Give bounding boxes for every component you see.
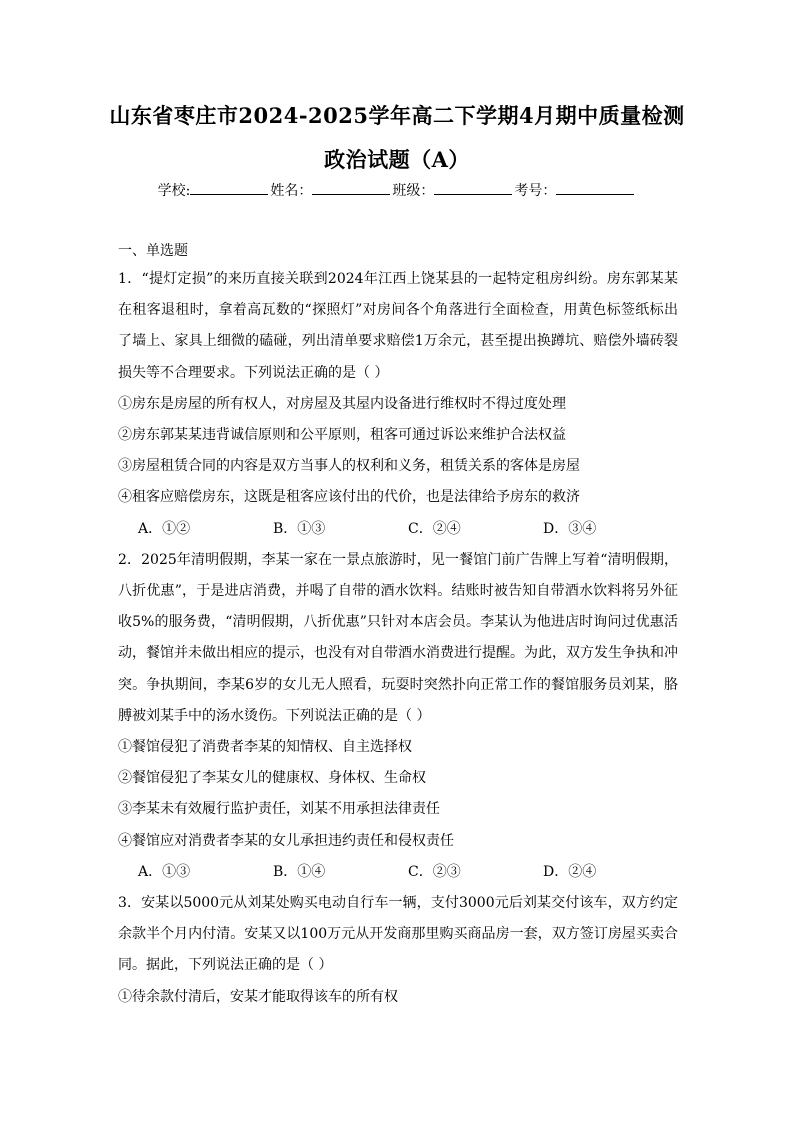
question-option: ②房东郭某某违背诚信原则和公平原则，租客可通过诉讼来维护合法权益 <box>118 427 566 444</box>
answer-choices <box>118 514 678 545</box>
choice-b: B．①④ <box>273 863 326 880</box>
question-option: ④租客应赔偿房东，这既是租客应该付出的代价，也是法律给予房东的救济 <box>118 489 580 506</box>
question-option: ①房东是房屋的所有权人，对房屋及其屋内设备进行维权时不得过度处理 <box>118 395 566 412</box>
question-option: ①餐馆侵犯了消费者李某的知情权、自主选择权 <box>118 739 412 756</box>
choice-d: D．③④ <box>543 520 597 537</box>
exam-no-label: 考号： <box>514 183 557 199</box>
class-label: 班级： <box>392 183 435 199</box>
question-option: ③房屋租赁合同的内容是双方当事人的权利和义务，租赁关系的客体是房屋 <box>118 458 580 475</box>
question-1 <box>118 264 678 545</box>
school-label: 学校: <box>157 183 191 199</box>
exam-content <box>118 238 678 1013</box>
choice-a: A．①② <box>138 520 191 537</box>
question-stem: 1．“提灯定损”的来历直接关联到2024年江西上饶某县的一起特定租房纠纷。房东郭某某在租客退租时，拿着高瓦数的“探照灯”对房间各个角落进行全面检查，用黄色标签纸标出了墙上、家具上细微的磕碰，列出清单要求赔偿1万余元，甚至提出换蹲坑、赔偿外墙砖裂损失等不合理要求。下列说法正确的是（ ） <box>118 271 678 381</box>
section-heading: 一、单选题 <box>118 243 188 259</box>
school-blank <box>190 182 268 195</box>
question-option: ③李某未有效履行监护责任，刘某不用承担法律责任 <box>118 801 440 818</box>
student-info-row <box>0 180 794 200</box>
class-blank <box>434 182 512 195</box>
question-stem: 3．安某以5000元从刘某处购买电动自行车一辆，支付3000元后刘某交付该车，双方约定余款半个月内付清。安某又以100万元从开发商那里购买商品房一套，双方签订房屋买卖合同。据此，下列说法正确的是（ ） <box>118 895 678 974</box>
question-option: ②餐馆侵犯了李某女儿的健康权、身体权、生命权 <box>118 770 426 787</box>
choice-b: B．①③ <box>273 520 326 537</box>
name-label: 姓名： <box>270 183 313 199</box>
name-blank <box>312 182 390 195</box>
choice-a: A．①③ <box>138 863 191 880</box>
question-3 <box>118 888 678 1013</box>
choice-c: C．②③ <box>408 863 461 880</box>
exam-title-line1: 山东省枣庄市2024-2025学年高二下学期4月期中质量检测 <box>109 103 685 128</box>
choice-d: D．②④ <box>543 863 597 880</box>
question-stem: 2．2025年清明假期，李某一家在一景点旅游时，见一餐馆门前广告牌上写着“清明假期，八折优惠”，于是进店消费，并喝了自带的酒水饮料。结账时被告知自带酒水饮料将另外征收5%的服务费，“清明假期，八折优惠”只针对本店会员。李某认为他进店时询问过优惠活动，餐馆并未做出相应的提示，也没有对自带酒水消费进行提醒。为此，双方发生争执和冲突。争执期间，李某6岁的女儿无人照看，玩耍时突然扑向正常工作的餐馆服务员刘某，胳膊被刘某手中的汤水烫伤。下列说法正确的是（ ） <box>118 551 678 724</box>
exam-no-blank <box>556 182 634 195</box>
question-option: ④餐馆应对消费者李某的女儿承担违约责任和侵权责任 <box>118 832 454 849</box>
question-2 <box>118 545 678 888</box>
exam-title-line2: 政治试题（A） <box>324 147 470 172</box>
answer-choices <box>118 857 678 888</box>
question-option: ①待余款付清后，安某才能取得该车的所有权 <box>118 988 398 1005</box>
choice-c: C．②④ <box>408 520 461 537</box>
